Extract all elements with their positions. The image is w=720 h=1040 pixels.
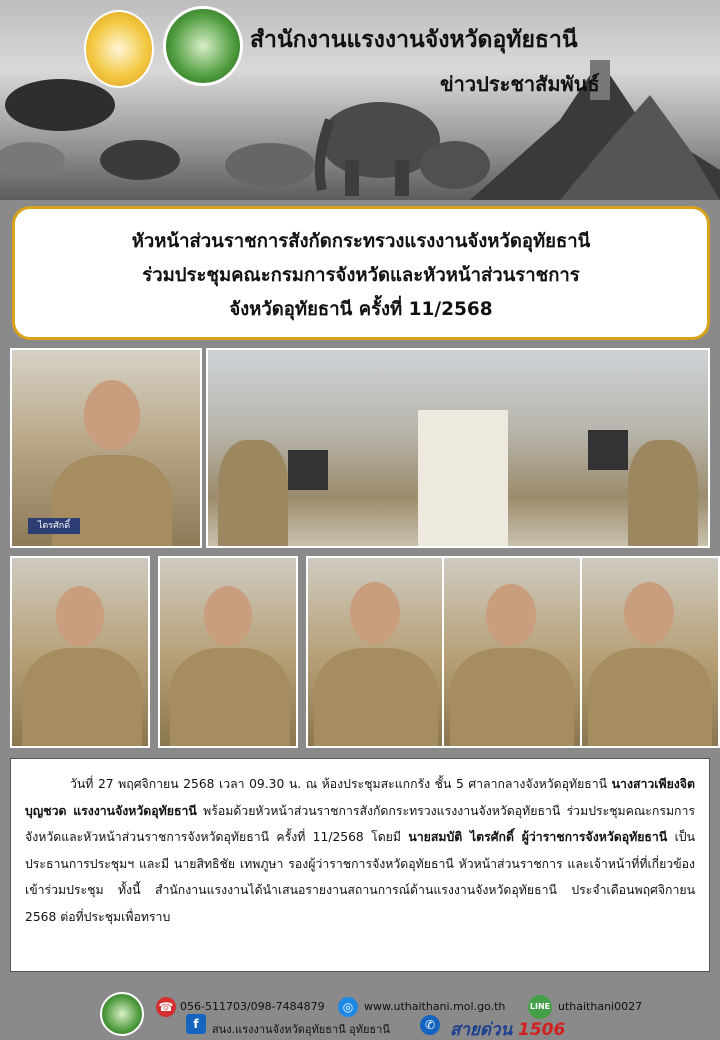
contact-footer	[0, 978, 720, 1040]
headline-line-2: ร่วมประชุมคณะกรมการจังหวัดและหัวหน้าส่วนราชการ	[142, 265, 580, 286]
line-app-icon: LINE	[528, 995, 552, 1019]
hotline	[450, 1016, 565, 1040]
phone-icon: ☎	[156, 997, 176, 1017]
photo-attendee-5	[580, 556, 720, 748]
headline-line-1: หัวหน้าส่วนราชการสังกัดกระทรวงแรงงานจังหวัดอุทัยธานี	[131, 231, 591, 252]
body-text-3: เป็นประธานการประชุมฯ และมี นายสิทธิชัย เทพภูษา รองผู้ว่าราชการจังหวัดอุทัยธานี หัวหน้าส่วนราชการ และเจ้าหน้าที่ที่เกี่ยวข้องเข้าร่วมประชุม ทั้งนี้ สำนักงานแรงงานได้นำเสนอรายงานสถานการณ์ด้านแรงงานจังหวัดอุทัยธานี ประจำเดือนพฤศจิกายน 2568 ต่อที่ประชุมเพื่อทราบ	[25, 830, 696, 924]
office-title: สำนักงานแรงงานจังหวัดอุทัยธานี	[250, 27, 578, 53]
photo-attendee-2	[158, 556, 298, 748]
page-header	[0, 0, 720, 200]
headline-line-3: จังหวัดอุทัยธานี ครั้งที่ 11/2568	[229, 299, 493, 320]
headline-box	[12, 206, 710, 340]
province-seal-logo	[163, 6, 243, 86]
facebook-icon: f	[186, 1014, 206, 1034]
photo-speaker	[10, 348, 202, 548]
press-release-label: ข่าวประชาสัมพันธ์	[440, 72, 600, 96]
hotline-phone-icon: ✆	[420, 1015, 440, 1035]
name-tag: ไตรศักดิ์	[28, 518, 80, 534]
ministry-seal-logo	[84, 10, 154, 88]
photo-attendee-3	[306, 556, 446, 748]
line-id[interactable]: uthaithani0027	[558, 1000, 643, 1013]
website-link[interactable]: www.uthaithani.mol.go.th	[364, 1000, 506, 1013]
body-bold-2: นายสมบัติ ไตรศักดิ์ ผู้ว่าราชการจังหวัดอุทัยธานี	[408, 830, 668, 844]
facebook-page[interactable]: สนง.แรงงานจังหวัดอุทัยธานี อุทัยธานี	[212, 1023, 390, 1036]
photo-meeting-room	[206, 348, 710, 548]
hotline-label: สายด่วน	[450, 1020, 513, 1040]
hotline-number: 1506	[518, 1020, 566, 1040]
photo-attendee-1	[10, 556, 150, 748]
news-body	[10, 758, 710, 972]
globe-icon: ◎	[338, 997, 358, 1017]
photo-attendee-4	[442, 556, 582, 748]
contact-phone: 056-511703/098-7484879	[180, 1000, 325, 1013]
body-bold-1: นางสาวเพียงจิต บุญชวด แรงงานจังหวัดอุทัยธานี	[25, 777, 695, 818]
footer-seal-logo	[100, 992, 144, 1036]
body-text-1: วันที่ 27 พฤศจิกายน 2568 เวลา 09.30 น. ณ ห้องประชุมสะแกกรัง ชั้น 5 ศาลากลางจังหวัดอุทัยธานี	[70, 777, 608, 791]
body-text-2: พร้อมด้วยหัวหน้าส่วนราชการสังกัดกระทรวงแรงงานจังหวัดอุทัยธานี ร่วมประชุมคณะกรมการจังหวัดและหัวหน้าส่วนราชการจังหวัดอุทัยธานี ครั้งที่ 11/2568 โดยมี	[25, 803, 696, 844]
